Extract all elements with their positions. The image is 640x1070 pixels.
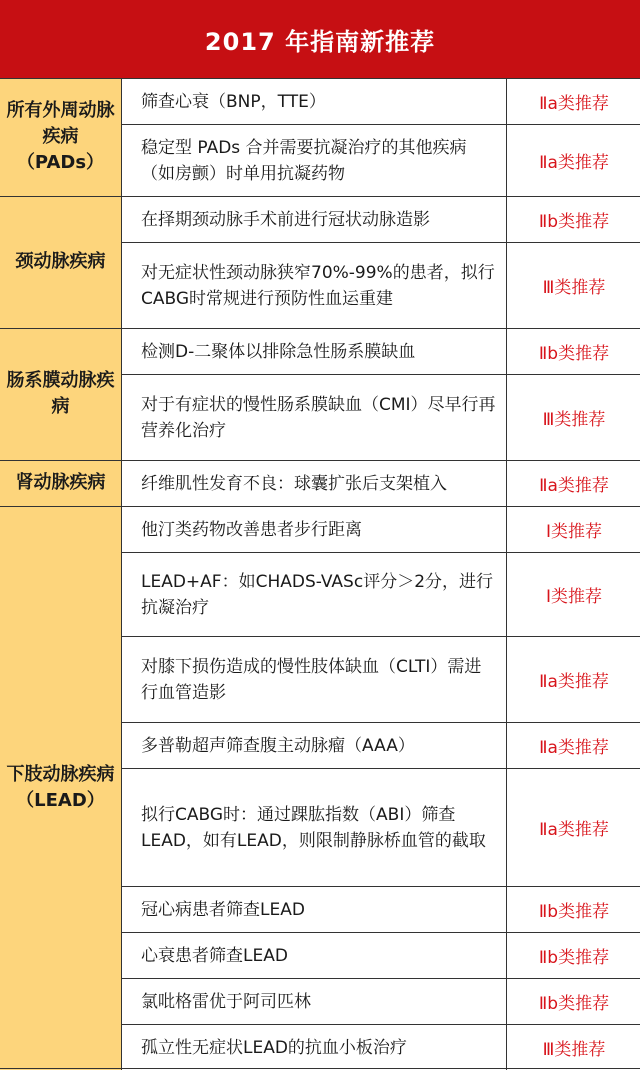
recommendation-class: Ⅱb类推荐 [538,948,610,968]
recommendation-class: Ⅱb类推荐 [538,212,610,232]
recommendation-class: Ⅱa类推荐 [539,820,609,840]
category-cell: 肾动脉疾病 [0,460,122,506]
recommendation-text: 拟行CABG时：通过踝肱指数（ABI）筛查LEAD，如有LEAD，则限制静脉桥血管的截取 [123,769,507,886]
recommendation-class: Ⅱa类推荐 [539,476,609,496]
recommendation-text: 他汀类药物改善患者步行距离 [123,507,507,552]
recommendation-class: Ⅲ类推荐 [542,278,606,298]
recommendation-text: 在择期颈动脉手术前进行冠状动脉造影 [123,197,507,242]
recommendation-text: 心衰患者筛查LEAD [123,933,507,978]
recommendation-class: Ⅱa类推荐 [539,94,609,114]
recommendation-class: Ⅰ类推荐 [545,587,602,607]
category-divider [0,506,122,507]
recommendation-class: Ⅲ类推荐 [542,1040,606,1060]
recommendation-text: 孤立性无症状LEAD的抗血小板治疗 [123,1025,507,1070]
category-cell: 所有外周动脉疾病（PADs） [0,78,122,196]
category-cell: 颈动脉疾病 [0,196,122,328]
category-divider [0,196,122,197]
recommendation-class: Ⅱa类推荐 [539,738,609,758]
recommendation-text: 对于有症状的慢性肠系膜缺血（CMI）尽早行再营养化治疗 [123,375,507,460]
recommendation-text: 多普勒超声筛查腹主动脉瘤（AAA） [123,723,507,768]
category-cell: 下肢动脉疾病（LEAD） [0,506,122,1070]
recommendation-class: Ⅱa类推荐 [539,672,609,692]
recommendation-text: 稳定型 PADs 合并需要抗凝治疗的其他疾病（如房颤）时单用抗凝药物 [123,125,507,196]
recommendation-text: 对膝下损伤造成的慢性肢体缺血（CLTI）需进行血管造影 [123,637,507,722]
category-divider [0,328,122,329]
recommendation-class: Ⅲ类推荐 [542,410,606,430]
category-divider [0,78,122,79]
recommendation-text: 对无症状性颈动脉狭窄70%-99%的患者，拟行CABG时常规进行预防性血运重建 [123,243,507,328]
recommendation-text: 检测D-二聚体以排除急性肠系膜缺血 [123,329,507,374]
recommendation-text: LEAD+AF：如CHADS-VASc评分＞2分，进行抗凝治疗 [123,553,507,636]
recommendation-text: 筛查心衰（BNP，TTE） [123,79,507,124]
recommendation-text: 氯吡格雷优于阿司匹林 [123,979,507,1024]
category-divider [0,460,122,461]
recommendation-class: Ⅱb类推荐 [538,994,610,1014]
recommendation-text: 纤维肌性发育不良：球囊扩张后支架植入 [123,461,507,506]
recommendation-text: 冠心病患者筛查LEAD [123,887,507,932]
recommendation-class: Ⅱb类推荐 [538,902,610,922]
recommendation-class: Ⅱa类推荐 [539,153,609,173]
recommendation-class: Ⅱb类推荐 [538,344,610,364]
table-title: 2017 年指南新推荐 [0,0,640,78]
category-cell: 肠系膜动脉疾病 [0,328,122,460]
recommendation-class: Ⅰ类推荐 [545,522,602,542]
